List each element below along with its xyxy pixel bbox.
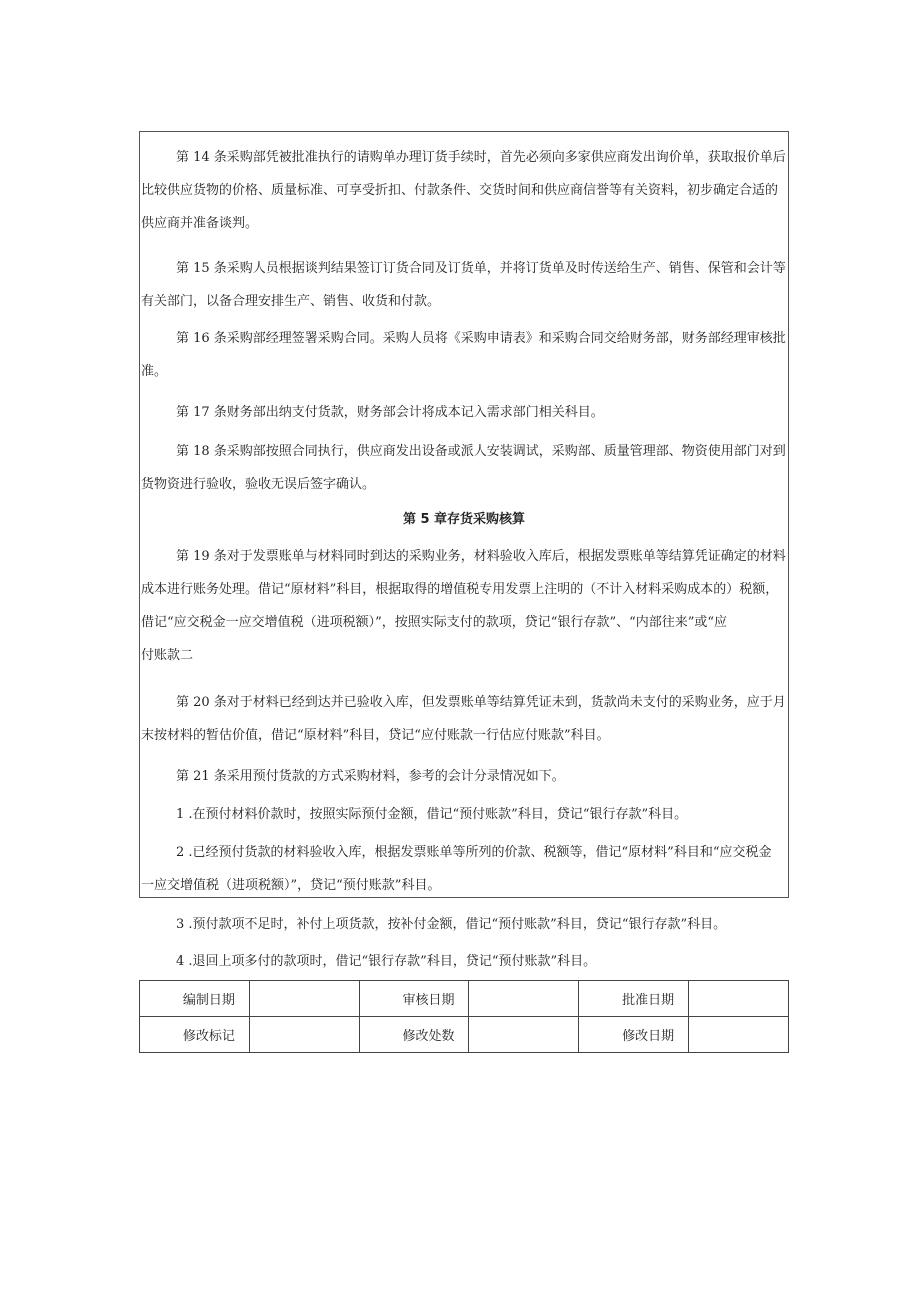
list-item-2: 2 .已经预付货款的材料验收入库，根据发票账单等所列的价款、税额等，借记“原材料”科目和“应交税金 一应交增值税（进项税额）”，贷记“预付账款”科目。	[141, 845, 772, 893]
list-item-1: 1 .在预付材料价款时，按照实际预付金额，借记“预付账款”科目，贷记“银行存款”科目。	[176, 807, 688, 822]
article-15: 第 15 条采购人员根据谈判结果签订订货合同及订货单，并将订货单及时传送给生产、销售、保管和会计等 有关部门，以备合理安排生产、销售、收货和付款。	[141, 261, 786, 309]
review-date-label: 审核日期	[359, 981, 469, 1017]
approve-date-field[interactable]	[689, 981, 789, 1017]
list-item-3: 3 .预付款项不足时，补付上项货款，按补付金额，借记“预付账款”科目，贷记“银行存款”科目。	[176, 917, 727, 932]
revision-count-field[interactable]	[469, 1017, 579, 1053]
article-21: 第 21 条采用预付货款的方式采购材料，参考的会计分录情况如下。	[176, 769, 565, 784]
approve-date-label: 批准日期	[579, 981, 689, 1017]
compile-date-field[interactable]	[249, 981, 359, 1017]
article-19: 第 19 条对于发票账单与材料同时到达的采购业务，材料验收入库后，根据发票账单等结算凭证确定的材料 成本进行账务处理。借记“原材料”科目，根据取得的增值税专用发票上注明的（不计入材料采购成本的）税额， 借记“应交税金一应交增值税（进项税额）”，按照实际支付的款项，贷记“银行存款”、“内部往来”或“应 付账款二	[141, 549, 786, 663]
article-18: 第 18 条采购部按照合同执行，供应商发出设备或派人安装调试，采购部、质量管理部、物资使用部门对到 货物资进行验收，验收无误后签字确认。	[141, 444, 786, 492]
revision-mark-field[interactable]	[249, 1017, 359, 1053]
revision-mark-label: 修改标记	[140, 1017, 250, 1053]
article-14: 第 14 条采购部凭被批准执行的请购单办理订货手续时，首先必须向多家供应商发出询价单，获取报价单后 比较供应货物的价格、质量标准、可享受折扣、付款条件、交货时间和供应商信誉等有关资料，初步确定合适的 供应商并准备谈判。	[141, 150, 786, 231]
article-20: 第 20 条对于材料已经到达并已验收入库，但发票账单等结算凭证未到，货款尚未支付的采购业务，应于月 末按材料的暂估价值，借记“原材料”科目，贷记“应付账款一行估应付账款”科目。	[141, 695, 786, 743]
revision-date-field[interactable]	[689, 1017, 789, 1053]
article-16: 第 16 条采购部经理签署采购合同。采购人员将《采购申请表》和采购合同交给财务部，财务部经理审核批 准。	[141, 331, 786, 379]
list-item-4: 4 .退回上项多付的款项时，借记“银行存款”科目，贷记“预付账款”科目。	[176, 954, 597, 969]
revision-date-label: 修改日期	[579, 1017, 689, 1053]
compile-date-label: 编制日期	[140, 981, 250, 1017]
approval-table	[139, 980, 789, 1053]
revision-count-label: 修改处数	[359, 1017, 469, 1053]
article-17: 第 17 条财务部出纳支付货款，财务部会计将成本记入需求部门相关科目。	[176, 405, 604, 420]
table-row	[140, 1017, 789, 1053]
review-date-field[interactable]	[469, 981, 579, 1017]
chapter-heading: 第 5 章存货采购核算	[402, 512, 526, 527]
table-row	[140, 981, 789, 1017]
